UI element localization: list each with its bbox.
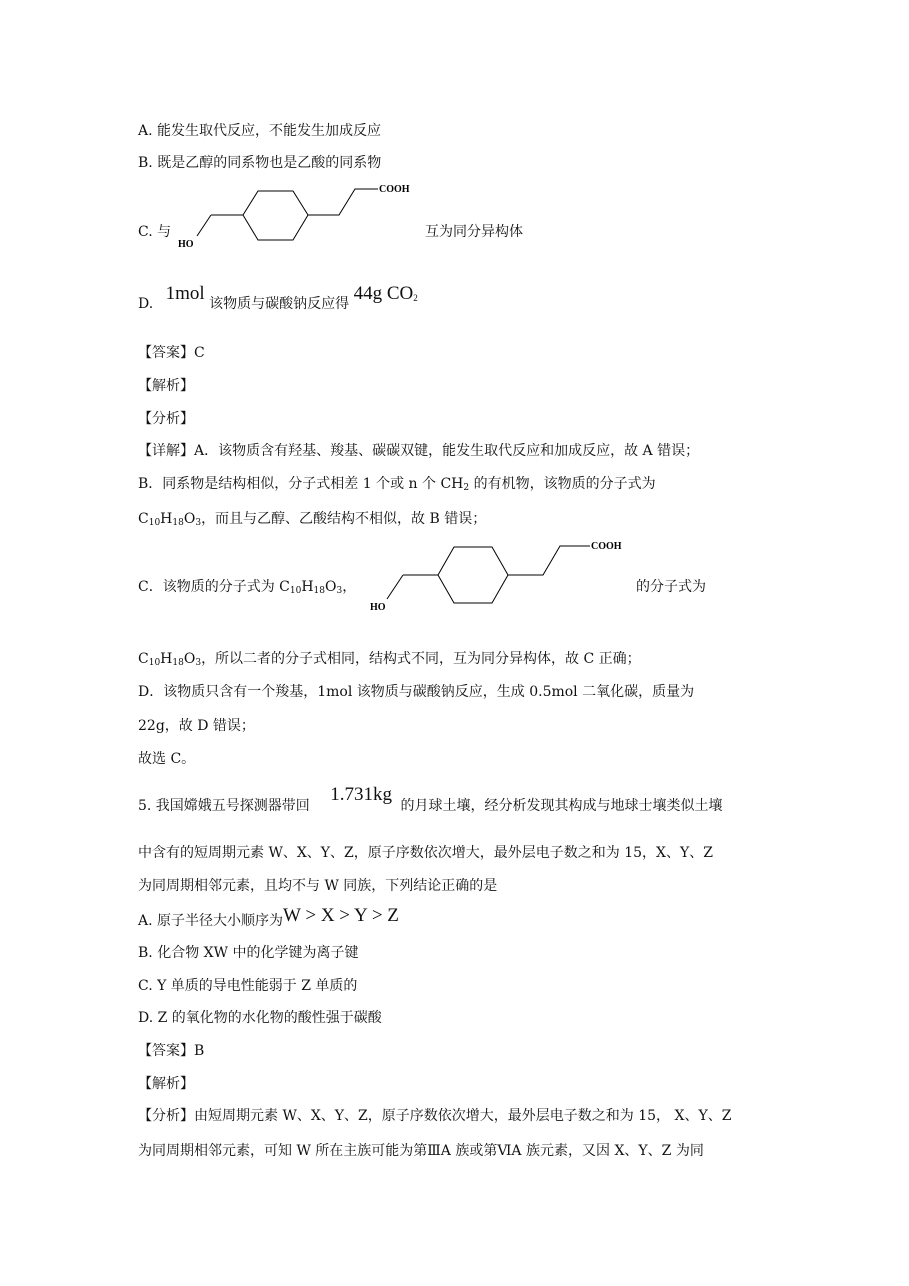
- q5-stem-line1: [138, 784, 723, 816]
- molecule-structure-detail-c: [364, 538, 636, 616]
- formula-sub: 10: [289, 586, 302, 596]
- q4-detail-a: 【详解】A．该物质含有羟基、羧基、碳碳双键，能发生取代反应和加成反应，故 A 错误；: [138, 443, 700, 459]
- q4-detail-b-text: B．同系物是结构相似，分子式相差 1 个或 n 个 CH: [138, 476, 464, 492]
- q4-detail-c-line1: [138, 577, 356, 597]
- q4-detail-c-text: C．该物质的分子式为 C: [138, 579, 290, 595]
- ho-label: HO: [178, 239, 194, 250]
- q4-option-d-mass: [354, 283, 418, 304]
- formula-sub: 3: [336, 586, 343, 596]
- q4-detail-c-suffix: 的分子式为: [636, 579, 706, 595]
- q4-option-d-amount: 1mol: [165, 283, 205, 304]
- formula-sub: 18: [172, 658, 184, 668]
- formula-sub: 10: [148, 518, 161, 528]
- formula-part: H: [160, 511, 173, 527]
- formula-part: C: [138, 651, 149, 667]
- q4-detail-b-line2: [138, 509, 486, 529]
- q4-answer: 【答案】C: [138, 345, 205, 361]
- q4-option-a: A. 能发生取代反应，不能发生加成反应: [138, 123, 382, 139]
- q4-detail-b-end: 的有机物，该物质的分子式为: [469, 476, 656, 492]
- q5-option-c: C. Y 单质的导电性能弱于 Z 单质的: [138, 978, 358, 994]
- q4-option-d-text: 该物质与碳酸钠反应得: [209, 296, 350, 312]
- formula-sub: 10: [148, 658, 161, 668]
- ch2-subscript: 2: [463, 483, 470, 493]
- q5-option-a: [138, 905, 399, 931]
- q4-analysis-heading: 【解析】: [138, 378, 194, 394]
- q5-analysis-heading: 【解析】: [138, 1076, 194, 1092]
- q5-option-a-text: A. 原子半径大小顺序为: [138, 913, 284, 929]
- q4-option-d: [138, 283, 418, 314]
- formula-part: H: [301, 579, 314, 595]
- formula-part: H: [160, 651, 173, 667]
- q5-stem-mass: 1.731kg: [330, 784, 393, 805]
- q4-option-c-prefix: C. 与: [138, 224, 172, 240]
- q4-option-b: B. 既是乙醇的同系物也是乙酸的同系物: [138, 155, 382, 171]
- q4-detail-c2-end: ，所以二者的分子式相同，结构式不同，互为同分异构体，故 C 正确；: [201, 651, 641, 667]
- q4-fenxi-heading: 【分析】: [138, 411, 194, 427]
- formula-sub: 18: [313, 586, 325, 596]
- molecule-structure-option-c: [175, 182, 425, 254]
- q4-detail-b2-end: ，而且与乙醇、乙酸结构不相似，故 B 错误；: [201, 511, 487, 527]
- q4-detail-c-comma: ，: [342, 579, 357, 595]
- formula-sub: 18: [172, 518, 184, 528]
- formula-part: O: [325, 579, 337, 595]
- q4-option-d-mass-value: 44g CO: [353, 283, 414, 304]
- q5-stem-line2: 中含有的短周期元素 W、X、Y、Z，原子序数依次增大，最外层电子数之和为 15，X、Y、Z: [138, 845, 713, 861]
- q4-option-d-mass-sub: 2: [413, 293, 418, 303]
- cooh-label: COOH: [379, 184, 410, 195]
- q5-fenxi-line1: 【分析】由短周期元素 W、X、Y、Z，原子序数依次增大，最外层电子数之和为 15， X、Y、Z: [138, 1108, 732, 1124]
- formula-part: O: [183, 651, 196, 667]
- q5-option-b: B. 化合物 XW 中的化学键为离子键: [138, 945, 359, 961]
- q5-option-a-formula: W > X > Y > Z: [283, 905, 399, 926]
- q5-fenxi-line2: 为同周期相邻元素，可知 W 所在主族可能为第ⅢA 族或第ⅥA 族元素，又因 X、Y、Z 为同: [138, 1143, 704, 1159]
- q4-conclusion: 故选 C。: [138, 751, 196, 767]
- q5-stem-text-end: 的月球土壤，经分析发现其构成与地球士壤类似土壤: [400, 798, 723, 814]
- q4-detail-d-line1: D．该物质只含有一个羧基，1mol 该物质与碳酸钠反应，生成 0.5mol 二氧化碳，质量为: [138, 684, 695, 700]
- q4-detail-d-line2: 22g，故 D 错误；: [138, 718, 255, 734]
- cooh-label: COOH: [591, 541, 622, 552]
- formula-sub: 3: [195, 518, 202, 528]
- formula-part: C: [138, 511, 149, 527]
- q4-detail-b-line1: [138, 474, 656, 494]
- q4-option-c-suffix: 互为同分异构体: [425, 224, 523, 240]
- formula-sub: 3: [195, 658, 202, 668]
- q5-answer: 【答案】B: [138, 1043, 205, 1059]
- ho-label: HO: [370, 602, 386, 613]
- q5-stem-line3: 为同周期相邻元素，且均不与 W 同族，下列结论正确的是: [138, 878, 498, 894]
- q5-option-d: D. Z 的氧化物的水化物的酸性强于碳酸: [138, 1010, 382, 1026]
- q5-stem-text: 5. 我国嫦娥五号探测器带回: [138, 798, 310, 814]
- formula-part: O: [183, 511, 196, 527]
- q4-option-d-label: D.: [138, 296, 154, 312]
- q4-detail-c-line2: [138, 649, 641, 669]
